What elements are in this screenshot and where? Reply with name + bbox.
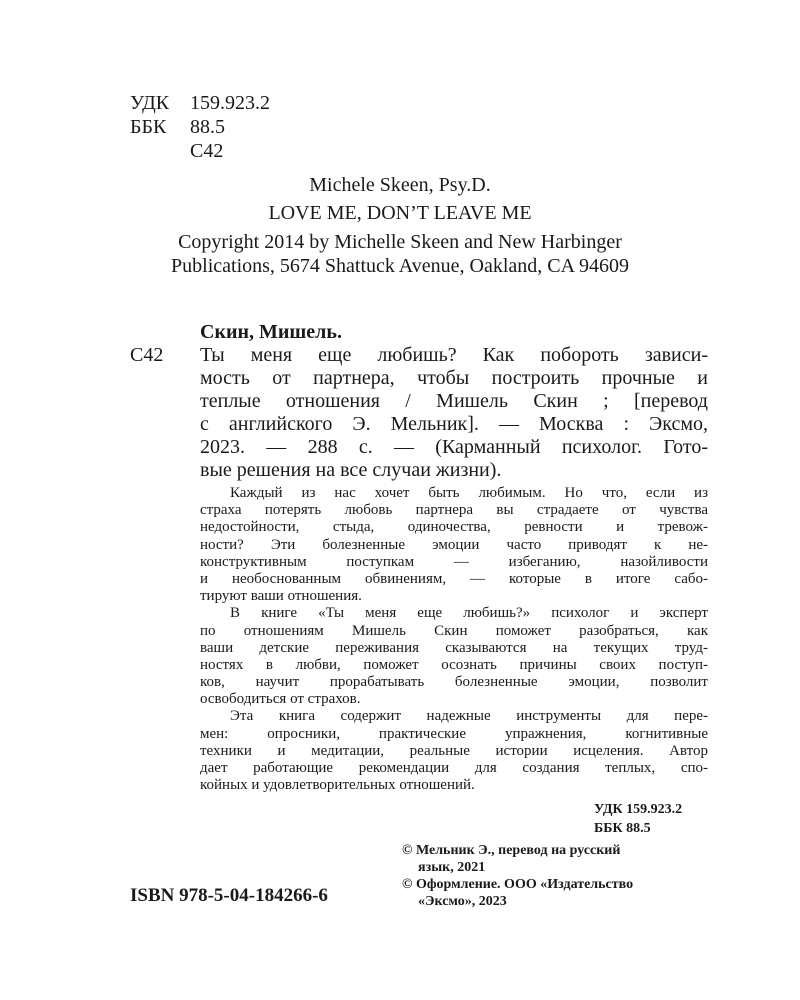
copyright-translation-line-1: © Мельник Э., перевод на русский — [402, 843, 621, 858]
udk-line — [130, 92, 270, 115]
bbk-value: 88.5 — [190, 116, 225, 138]
annotation-line: освободиться от страхов. — [200, 691, 361, 708]
annotation-line: мен: опросники, практические упражнения, когнитивные — [200, 725, 708, 742]
original-title: LOVE ME, DON’T LEAVE ME — [268, 202, 532, 224]
annotation-line: по отношениям Мишель Скин поможет разобраться, как — [200, 622, 708, 639]
annotation-line: койных и удовлетворительных отношений. — [200, 777, 475, 794]
copyright-design-line-1: © Оформление. ООО «Издательство — [402, 877, 634, 892]
annotation-line: ности? Эти болезненные эмоции часто приводят к не- — [200, 536, 708, 553]
catalog-line: теплые отношения / Мишель Скин ; [перевод — [200, 390, 708, 412]
annotation-line: ков, научит прорабатывать болезненные эмоции, позволит — [200, 674, 708, 691]
annotation — [200, 485, 708, 794]
annotation-line: конструктивным поступкам — избеганию, назойливости — [200, 553, 708, 570]
annotation-line: В книге «Ты меня еще любишь?» психолог и эксперт — [230, 605, 708, 622]
copyright-design — [402, 876, 633, 910]
catalog-line: вые решения на все случаи жизни). — [200, 459, 502, 481]
udk-label: УДК — [130, 92, 170, 114]
annotation-line: ностях в любви, поможет осознать причины своих поступ- — [200, 656, 708, 673]
catalog-mark: С42 — [130, 344, 164, 366]
catalog-line: Ты меня еще любишь? Как побороть зависи- — [200, 344, 708, 366]
udk-value: 159.923.2 — [190, 92, 270, 114]
annotation-line: недостойности, стыда, одиночества, ревности и тревож- — [200, 519, 708, 536]
author-mark-line — [130, 140, 223, 163]
annotation-line: тируют ваши отношения. — [200, 588, 362, 605]
original-author: Michele Skeen, Psy.D. — [309, 174, 491, 196]
catalog-line: мость от партнера, чтобы построить прочные и — [200, 367, 708, 389]
annotation-line: и необоснованным обвинениям, — которые в итоге сабо- — [200, 570, 708, 587]
annotation-line: ваши детские переживания сказываются на текущих труд- — [200, 639, 708, 656]
copyright-line-2: Publications, 5674 Shattuck Avenue, Oakland, CA 94609 — [171, 255, 629, 277]
small-udk: УДК 159.923.2 — [594, 802, 683, 817]
bbk-label: ББК — [130, 116, 167, 138]
copyright-design-line-2: «Эксмо», 2023 — [418, 894, 507, 909]
copyright-line-1: Copyright 2014 by Michelle Skeen and New Harbinger — [178, 231, 622, 253]
isbn: ISBN 978-5-04-184266-6 — [130, 885, 328, 906]
small-bbk: ББК 88.5 — [594, 821, 651, 836]
annotation-line: техники и медитации, реальные истории исцеления. Автор — [200, 742, 708, 759]
annotation-line: дает работающие рекомендации для создания теплых, спо- — [200, 760, 708, 776]
catalog-entry-text — [200, 344, 708, 482]
author-mark: С42 — [190, 140, 224, 162]
catalog-heading: Скин, Мишель. — [200, 321, 342, 343]
annotation-line: Эта книга содержит надежные инструменты для пере- — [230, 708, 708, 725]
annotation-line: страха потерять любовь партнера вы страдаете от чувства — [200, 502, 708, 519]
copyright-translation-line-2: язык, 2021 — [418, 860, 486, 875]
copyright-translation — [402, 842, 620, 876]
catalog-line: с английского Э. Мельник]. — Москва : Эксмо, — [200, 413, 708, 435]
annotation-line: Каждый из нас хочет быть любимым. Но что, если из — [230, 485, 708, 501]
bbk-line — [130, 116, 225, 139]
catalog-line: 2023. — 288 с. — (Карманный психолог. Гото- — [200, 436, 708, 458]
